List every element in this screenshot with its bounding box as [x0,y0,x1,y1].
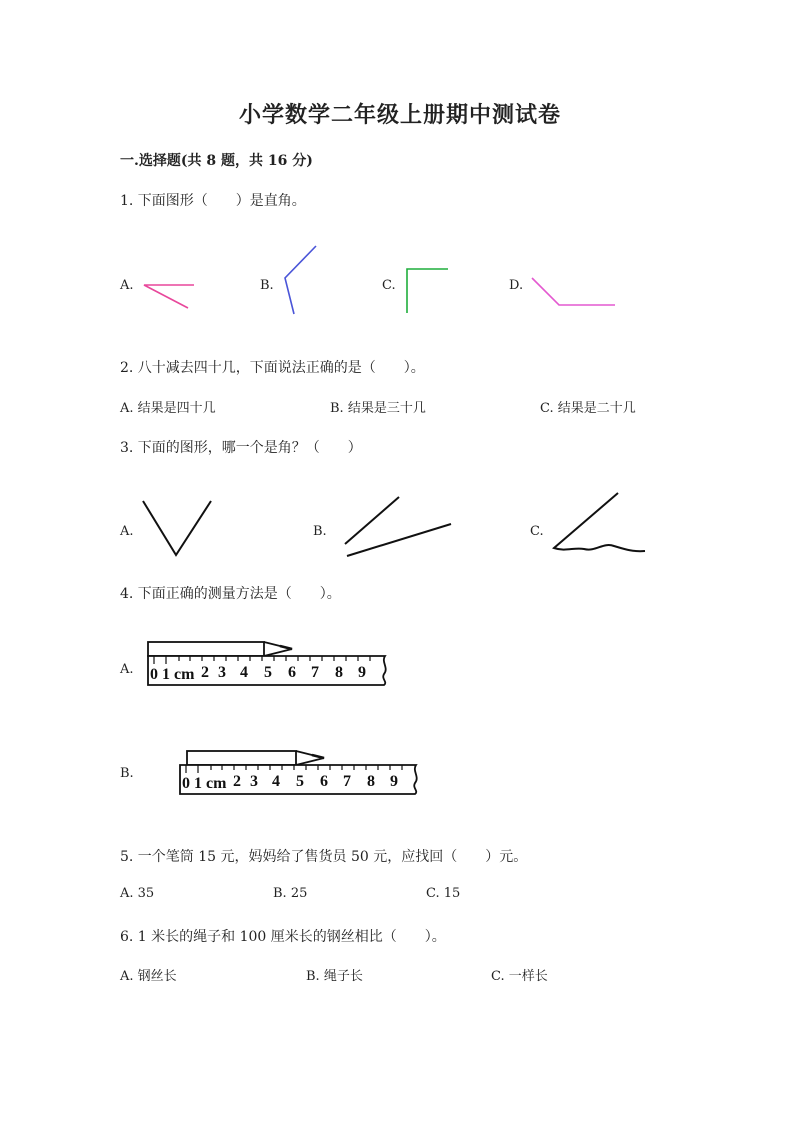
ruler-number: 3 [218,664,226,681]
q1-option-c[interactable]: C. [382,278,396,293]
question-2-stem: 2. 八十减去四十几，下面说法正确的是（ ）。 [120,360,425,376]
q1-option-a[interactable]: A. [120,278,134,293]
question-6-stem: 6. 1 米长的绳子和 100 厘米长的钢丝相比（ ）。 [120,929,446,945]
q4-ruler-b [180,751,417,794]
q6-option-a[interactable]: A. 钢丝长 [120,969,177,984]
ruler-number: 5 [296,773,304,790]
q2-option-a[interactable]: A. 结果是四十几 [120,401,216,416]
ruler-number: 8 [367,773,375,790]
ruler-start-label: 0 1 cm [150,666,195,683]
ruler-number: 4 [240,664,248,681]
q1-option-b[interactable]: B. [260,278,274,293]
ruler-number: 3 [250,773,258,790]
q4-option-b[interactable]: B. [120,766,134,781]
ruler-number: 9 [390,773,398,790]
pencil-body [187,751,296,765]
pencil-body [148,642,264,656]
q6-option-c[interactable]: C. 一样长 [491,969,548,984]
q3-option-a[interactable]: A. [120,524,134,539]
ruler-number: 4 [272,773,280,790]
ruler-number: 8 [335,664,343,681]
question-1-stem: 1. 下面图形（ ）是直角。 [120,193,306,209]
q1-option-d[interactable]: D. [509,278,524,293]
q3-option-b[interactable]: B. [313,524,327,539]
q5-option-c[interactable]: C. 15 [426,886,461,901]
q4-option-a[interactable]: A. [120,662,134,677]
ruler-number: 2 [233,773,241,790]
section-heading: 一.选择题(共 8 题，共 16 分) [120,153,313,169]
ruler-number: 7 [311,664,319,681]
question-5-stem: 5. 一个笔筒 15 元，妈妈给了售货员 50 元，应找回（ ）元。 [120,849,528,865]
q2-option-c[interactable]: C. 结果是二十几 [540,401,636,416]
ruler-number: 6 [288,664,296,681]
ruler-number: 2 [201,664,209,681]
q2-option-b[interactable]: B. 结果是三十几 [330,401,426,416]
ruler-number: 9 [358,664,366,681]
q5-option-b[interactable]: B. 25 [273,886,308,901]
ruler-number: 5 [264,664,272,681]
ruler-number: 6 [320,773,328,790]
q5-option-a[interactable]: A. 35 [120,886,155,901]
q4-ruler-a [148,642,386,685]
q6-option-b[interactable]: B. 绳子长 [306,969,363,984]
page-title: 小学数学二年级上册期中测试卷 [238,102,561,128]
question-4-stem: 4. 下面正确的测量方法是（ ）。 [120,586,341,602]
question-3-stem: 3. 下面的图形，哪一个是角？（ ） [120,440,362,456]
ruler-number: 7 [343,773,351,790]
q3-option-c[interactable]: C. [530,524,544,539]
ruler-start-label: 0 1 cm [182,775,227,792]
